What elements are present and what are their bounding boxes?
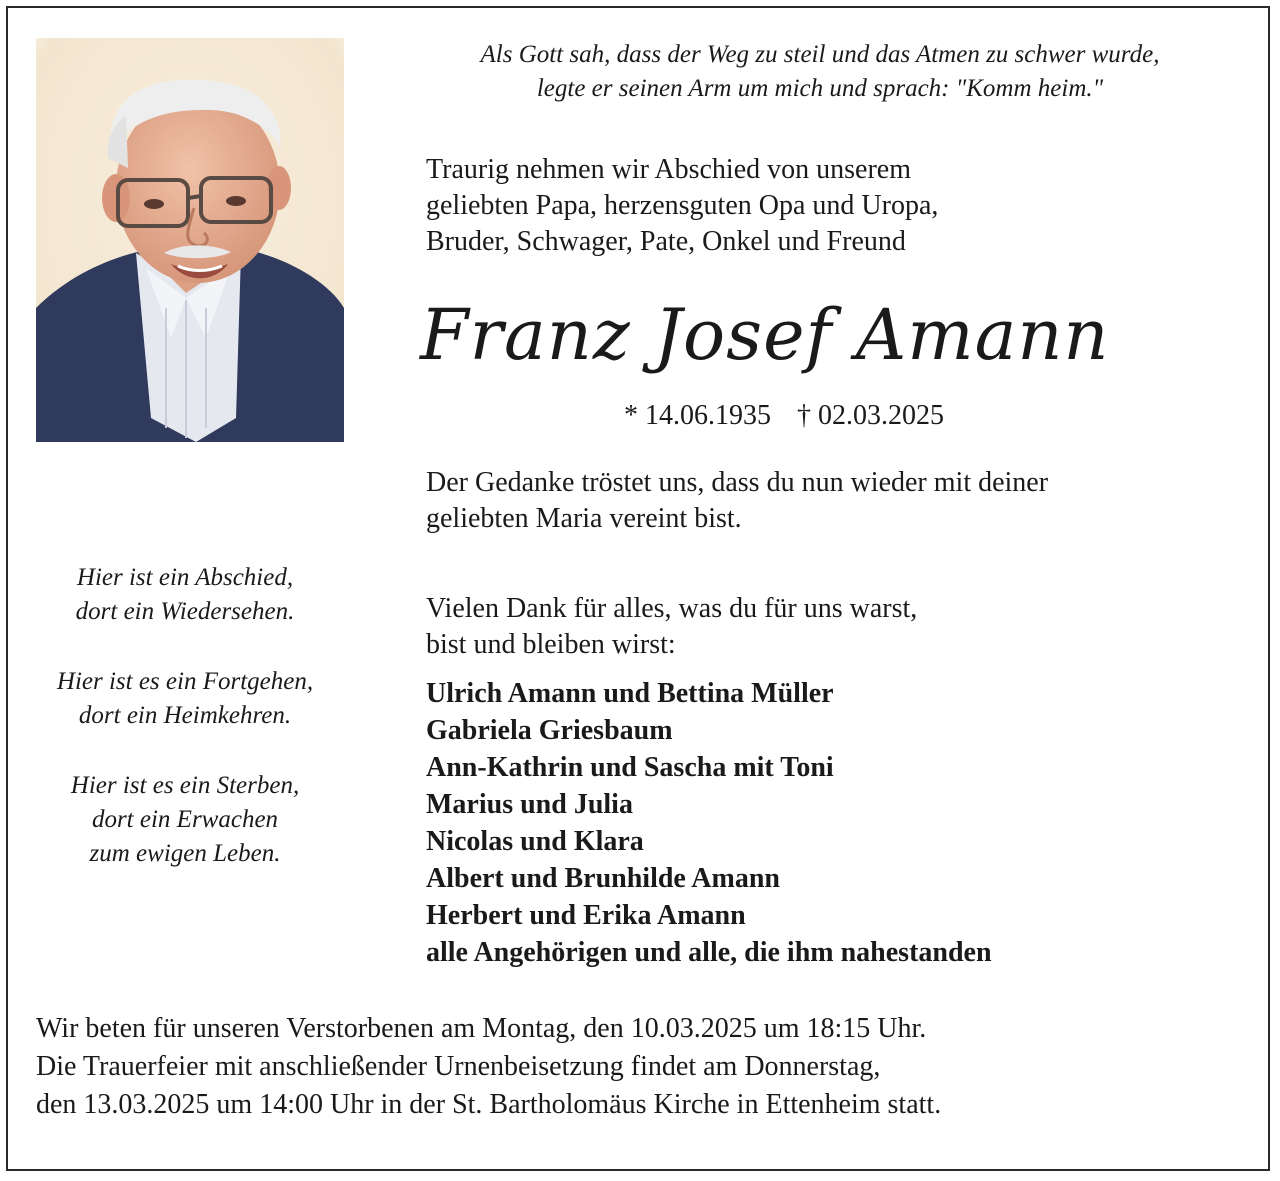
portrait-photo xyxy=(36,38,344,442)
opening-quote-line: legte er seinen Arm um mich und sprach: "Komm heim." xyxy=(536,75,1104,102)
service-line: Die Trauerfeier mit anschließender Urnenbeisetzung findet am Donnerstag, xyxy=(36,1051,881,1082)
mourners-list xyxy=(426,675,992,971)
mourner-entry: Albert und Brunhilde Amann xyxy=(426,863,780,894)
comfort-line: geliebten Maria vereint bist. xyxy=(426,503,742,534)
mourner-entry: Ann-Kathrin und Sascha mit Toni xyxy=(426,752,834,783)
poem-line: Hier ist es ein Sterben, xyxy=(70,772,300,799)
intro-line: Traurig nehmen wir Abschied von unserem xyxy=(426,154,911,185)
life-dates xyxy=(624,398,970,434)
birth-date: * 14.06.1935 xyxy=(624,400,771,431)
thanks-line: Vielen Dank für alles, was du für uns warst, xyxy=(426,593,918,624)
poem-stanza xyxy=(30,561,340,629)
poem-stanza xyxy=(30,665,340,733)
poem-line: Hier ist ein Abschied, xyxy=(76,564,294,591)
service-line: Wir beten für unseren Verstorbenen am Montag, den 10.03.2025 um 18:15 Uhr. xyxy=(36,1013,927,1044)
opening-quote-line: Als Gott sah, dass der Weg zu steil und das Atmen zu schwer wurde, xyxy=(480,41,1160,68)
thanks-text xyxy=(426,591,917,663)
intro-line: Bruder, Schwager, Pate, Onkel und Freund xyxy=(426,226,906,257)
intro-line: geliebten Papa, herzensguten Opa und Uropa, xyxy=(426,190,939,221)
mourner-entry: Nicolas und Klara xyxy=(426,826,644,857)
intro-text xyxy=(426,152,938,260)
poem-line: dort ein Erwachen xyxy=(91,806,279,833)
opening-quote xyxy=(400,38,1240,106)
mourner-entry: Herbert und Erika Amann xyxy=(426,900,746,931)
comfort-text xyxy=(426,465,1048,537)
death-date: † 02.03.2025 xyxy=(797,400,944,431)
thanks-line: bist und bleiben wirst: xyxy=(426,629,676,660)
farewell-poem xyxy=(30,561,340,907)
service-line: den 13.03.2025 um 14:00 Uhr in der St. Bartholomäus Kirche in Ettenheim statt. xyxy=(36,1089,942,1120)
mourner-entry: Marius und Julia xyxy=(426,789,633,820)
poem-stanza xyxy=(30,769,340,871)
deceased-name: Franz Josef Amann xyxy=(420,294,1110,376)
poem-line: dort ein Wiedersehen. xyxy=(75,598,295,625)
service-details xyxy=(36,1010,941,1124)
mourner-entry: alle Angehörigen und alle, die ihm nahestanden xyxy=(426,937,992,968)
mourner-entry: Ulrich Amann und Bettina Müller xyxy=(426,678,834,709)
poem-line: Hier ist es ein Fortgehen, xyxy=(56,668,314,695)
mourner-entry: Gabriela Griesbaum xyxy=(426,715,673,746)
poem-line: zum ewigen Leben. xyxy=(89,840,281,867)
comfort-line: Der Gedanke tröstet uns, dass du nun wieder mit deiner xyxy=(426,467,1049,498)
poem-line: dort ein Heimkehren. xyxy=(78,702,292,729)
